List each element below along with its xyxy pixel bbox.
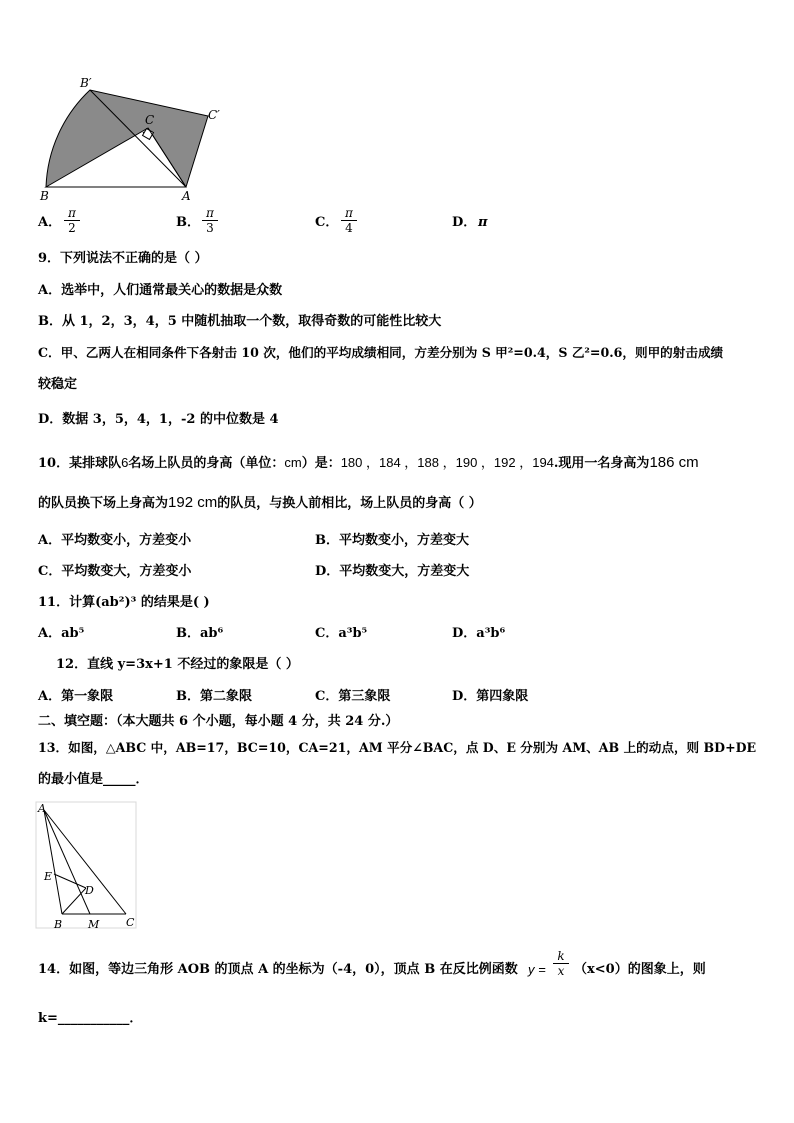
q11-option-c: C．a³b⁵ <box>315 626 368 641</box>
q9-option-a: A．选举中，人们通常最关心的数据是众数 <box>38 283 283 298</box>
q12-option-c: C．第三象限 <box>315 689 391 704</box>
figure-triangle-bisector <box>34 800 144 934</box>
q8-b-den: 3 <box>206 221 214 235</box>
label-c: C <box>145 113 155 127</box>
q9-option-c-line1: C．甲、乙两人在相同条件下各射击 10 次，他们的平均成绩相同，方差分别为 S 甲²=0.4，S 乙²=0.6，则甲的射击成绩 <box>38 345 724 360</box>
q14-y: y = <box>528 962 546 977</box>
q10-mid: 名场上队员的身高（单位： <box>128 456 285 471</box>
section-2-heading: 二、填空题：（本大题共 6 个小题，每小题 4 分，共 24 分.） <box>38 714 399 729</box>
q10-h192: 192 cm <box>168 494 218 511</box>
q10-h186: 186 cm <box>649 454 699 471</box>
q8-option-b-fraction <box>202 206 218 235</box>
q8-a-num: π <box>64 206 80 221</box>
q8-a-den: 2 <box>68 221 76 235</box>
q13-line1: 13．如图，△ABC 中，AB=17，BC=10，CA=21，AM 平分∠BAC，点 D、E 分别为 AM、AB 上的动点，则 BD+DE <box>38 740 757 755</box>
q9-option-b: B．从 1，2，3，4，5 中随机抽取一个数，取得奇数的可能性比较大 <box>38 314 442 329</box>
q10-option-b: B．平均数变小，方差变大 <box>315 533 469 548</box>
q10-unit: cm <box>284 455 302 470</box>
q12-option-b: B．第二象限 <box>176 689 252 704</box>
q9-option-c-line2: 较稳定 <box>38 377 78 392</box>
q10-mid2: ）是： <box>301 456 341 471</box>
label-b-prime: B′ <box>80 76 92 90</box>
q9-stem: 9．下列说法不正确的是（ ） <box>38 251 208 266</box>
fig2-label-c: C <box>126 916 135 929</box>
label-c-prime: C′ <box>208 108 220 122</box>
q8-option-a-letter: A． <box>38 215 62 230</box>
q12-option-a: A．第一象限 <box>38 689 114 704</box>
q10-option-c: C．平均数变大，方差变小 <box>38 564 192 579</box>
q14-fraction <box>553 949 569 978</box>
q8-option-d-letter: D． <box>452 215 477 230</box>
q10-line2 <box>38 495 482 512</box>
fig2-label-a: A <box>38 802 46 815</box>
q8-b-num: π <box>202 206 218 221</box>
q10-option-d: D．平均数变大，方差变大 <box>315 564 470 579</box>
q8-c-num: π <box>341 206 357 221</box>
q13-line2: 的最小值是_____． <box>38 772 149 787</box>
q10-pre: 10．某排球队 <box>38 456 122 471</box>
q8-option-a-fraction <box>64 206 80 235</box>
q10-six: 6 <box>121 455 129 470</box>
q10-post: .现用一名身高为 <box>553 456 650 471</box>
fig2-label-e: E <box>44 870 53 883</box>
q11-option-d: D．a³b⁶ <box>452 626 506 641</box>
q10-line2-post: 的队员，与换人前相比，场上队员的身高（ ） <box>217 496 482 511</box>
q8-c-den: 4 <box>345 221 353 235</box>
q10-line2-pre: 的队员换下场上身高为 <box>38 496 169 511</box>
fig2-label-m: M <box>88 918 100 931</box>
q8-option-b-letter: B． <box>176 215 200 230</box>
q11-option-a: A．ab⁵ <box>38 626 85 641</box>
q8-option-c-letter: C． <box>315 215 339 230</box>
fig2-label-d: D <box>85 884 94 897</box>
q9-option-d: D．数据 3，5，4，1，-2 的中位数是 4 <box>38 412 279 427</box>
q8-option-d-text: π <box>478 215 488 230</box>
q10-option-a: A．平均数变小，方差变小 <box>38 533 192 548</box>
q11-option-b: B．ab⁶ <box>176 626 224 641</box>
q10-values: 180 ，184 ，188 ，190 ，192 ，194 <box>340 455 554 470</box>
q14-pre: 14．如图，等边三角形 AOB 的顶点 A 的坐标为（-4，0），顶点 B 在反比例函数 <box>38 962 518 977</box>
q14-num: k <box>553 949 569 964</box>
q14-den: x <box>557 964 565 978</box>
q8-option-c-fraction <box>341 206 357 235</box>
q12-option-d: D．第四象限 <box>452 689 529 704</box>
q14-line2: k=___________． <box>38 1011 143 1026</box>
q12-stem: 12．直线 y=3x+1 不经过的象限是（ ） <box>56 657 299 672</box>
fig2-label-b: B <box>54 918 63 931</box>
label-b: B <box>40 189 49 203</box>
figure-rotated-triangle <box>30 72 230 207</box>
q14-post: （x<0）的图象上，则 <box>574 962 706 977</box>
label-a: A <box>182 189 191 203</box>
q10-line1 <box>38 455 699 472</box>
q11-stem: 11．计算(ab²)³ 的结果是( ) <box>38 595 210 610</box>
